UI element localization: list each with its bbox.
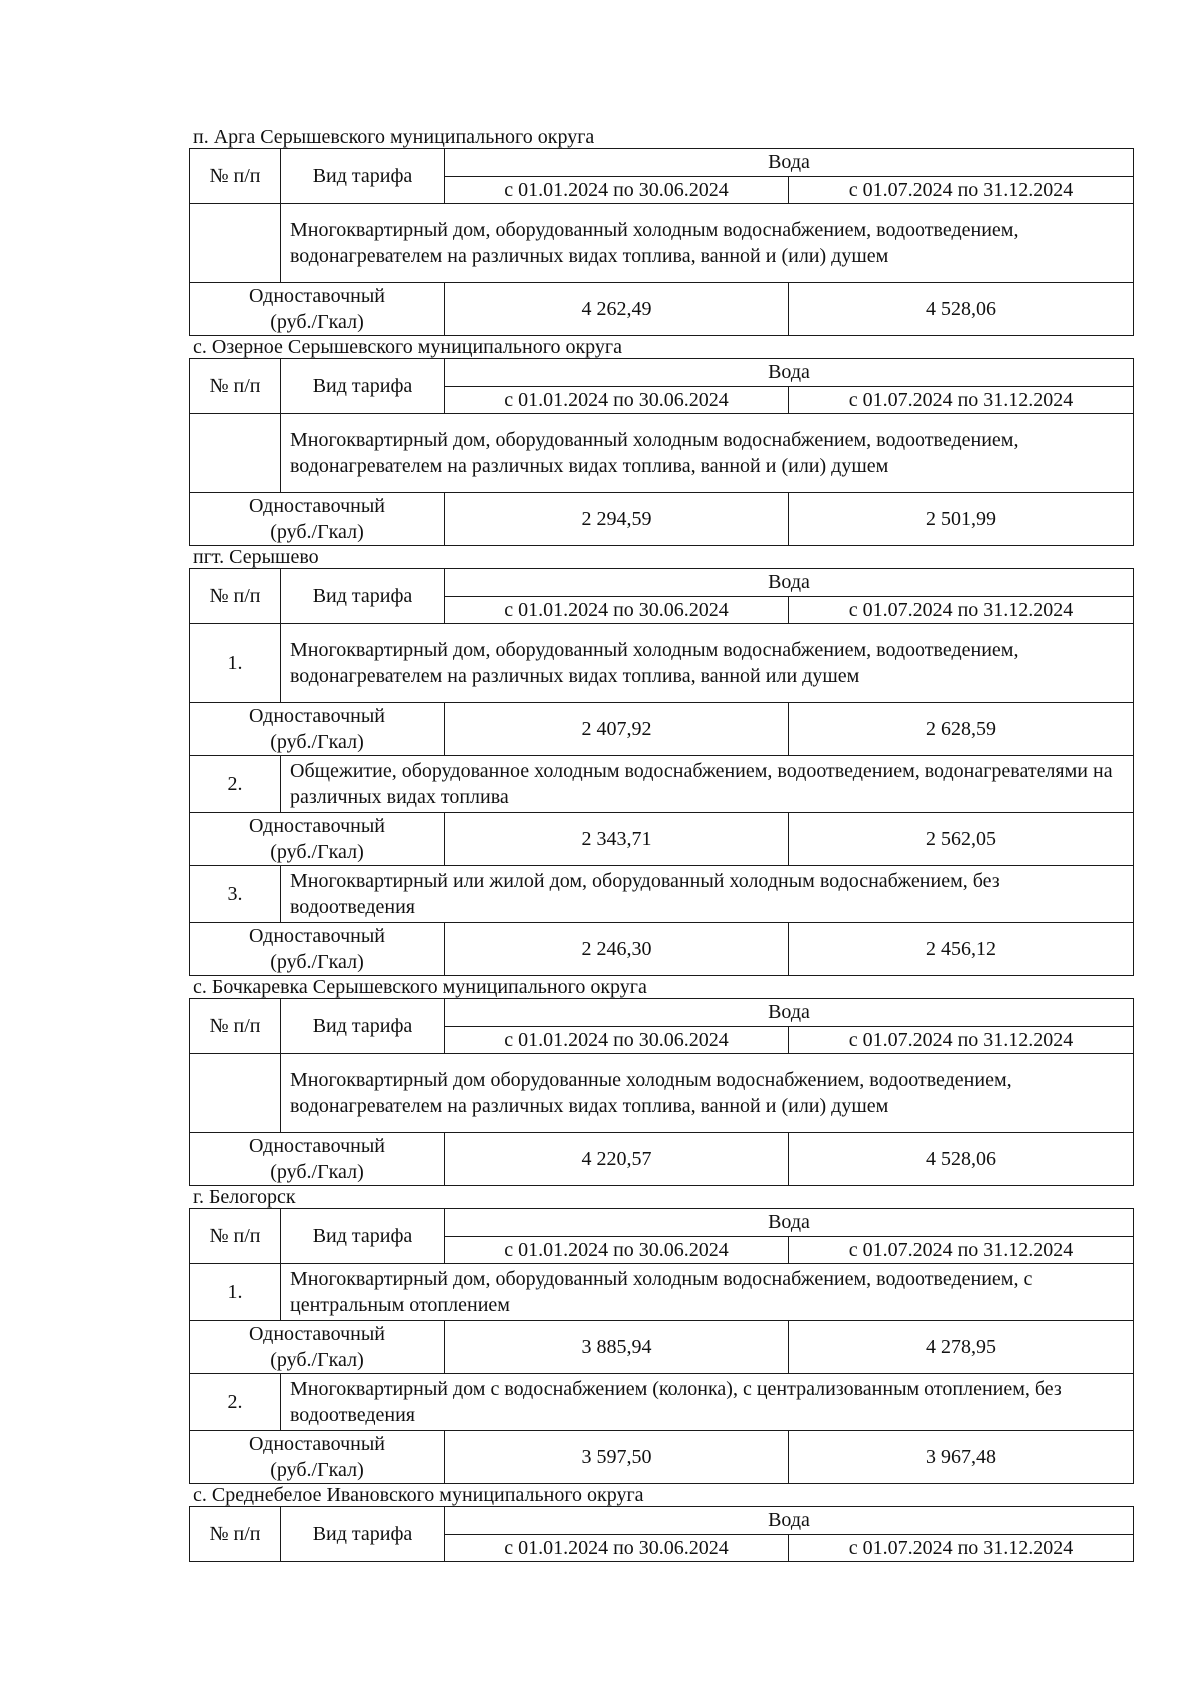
period-2-header: с 01.07.2024 по 31.12.2024 bbox=[789, 1026, 1134, 1054]
rate-value-period-2: 2 628,59 bbox=[789, 703, 1134, 756]
period-2-header: с 01.07.2024 по 31.12.2024 bbox=[789, 386, 1134, 414]
rate-value-period-1: 3 597,50 bbox=[445, 1431, 789, 1484]
rate-unit: (руб./Гкал) bbox=[270, 1349, 364, 1371]
rate-value-period-1: 4 262,49 bbox=[445, 283, 789, 336]
resource-header: Вода bbox=[445, 1507, 1134, 1535]
rate-value-period-1: 2 246,30 bbox=[445, 923, 789, 976]
rate-unit: (руб./Гкал) bbox=[270, 521, 364, 543]
rate-name: Одноставочный bbox=[249, 1323, 385, 1345]
rate-name: Одноставочный bbox=[249, 705, 385, 727]
period-1-header: с 01.01.2024 по 30.06.2024 bbox=[445, 386, 789, 414]
rate-row bbox=[190, 1321, 1134, 1374]
type-header: Вид тарифа bbox=[281, 359, 445, 414]
tariff-table bbox=[189, 568, 1134, 976]
period-1-header: с 01.01.2024 по 30.06.2024 bbox=[445, 176, 789, 204]
section-title: с. Среднебелое Ивановского муниципального округа bbox=[193, 1484, 644, 1506]
rate-label bbox=[190, 283, 445, 336]
rate-unit: (руб./Гкал) bbox=[270, 1161, 364, 1183]
period-2-header: с 01.07.2024 по 31.12.2024 bbox=[789, 176, 1134, 204]
rate-value-period-2: 4 528,06 bbox=[789, 1133, 1134, 1186]
period-1-header: с 01.01.2024 по 30.06.2024 bbox=[445, 1236, 789, 1264]
period-2-header: с 01.07.2024 по 31.12.2024 bbox=[789, 1534, 1134, 1562]
rate-label bbox=[190, 1133, 445, 1186]
description-row bbox=[190, 1054, 1134, 1133]
rate-name: Одноставочный bbox=[249, 1433, 385, 1455]
description-row bbox=[190, 866, 1134, 923]
section-title: п. Арга Серышевского муниципального округа bbox=[193, 126, 595, 148]
rate-name: Одноставочный bbox=[249, 1135, 385, 1157]
rate-label bbox=[190, 923, 445, 976]
row-number: 3. bbox=[190, 866, 281, 923]
rate-name: Одноставочный bbox=[249, 815, 385, 837]
rate-value-period-2: 2 562,05 bbox=[789, 813, 1134, 866]
rate-value-period-1: 4 220,57 bbox=[445, 1133, 789, 1186]
header-row bbox=[190, 569, 1134, 597]
rate-name: Одноставочный bbox=[249, 285, 385, 307]
rate-value-period-2: 4 528,06 bbox=[789, 283, 1134, 336]
tariff-table bbox=[189, 998, 1134, 1186]
period-1-header: с 01.01.2024 по 30.06.2024 bbox=[445, 1026, 789, 1054]
tariff-description: Многоквартирный дом, оборудованный холодным водоснабжением, водоотведением, водонагревателем на различных видах топлива, ванной и (или) душем bbox=[281, 204, 1134, 283]
num-header: № п/п bbox=[190, 999, 281, 1054]
period-2-header: с 01.07.2024 по 31.12.2024 bbox=[789, 596, 1134, 624]
rate-unit: (руб./Гкал) bbox=[270, 841, 364, 863]
rate-value-period-2: 3 967,48 bbox=[789, 1431, 1134, 1484]
rate-value-period-1: 2 407,92 bbox=[445, 703, 789, 756]
header-row bbox=[190, 149, 1134, 177]
description-row bbox=[190, 624, 1134, 703]
description-row bbox=[190, 1264, 1134, 1321]
rate-label bbox=[190, 703, 445, 756]
tariff-description: Многоквартирный дом с водоснабжением (колонка), с централизованным отоплением, без водоотведения bbox=[281, 1374, 1134, 1431]
num-header: № п/п bbox=[190, 149, 281, 204]
rate-unit: (руб./Гкал) bbox=[270, 1459, 364, 1481]
rate-row bbox=[190, 1431, 1134, 1484]
rate-label bbox=[190, 813, 445, 866]
num-header: № п/п bbox=[190, 1209, 281, 1264]
row-number bbox=[190, 414, 281, 493]
row-number bbox=[190, 204, 281, 283]
section-title: с. Бочкаревка Серышевского муниципального округа bbox=[193, 976, 647, 998]
rate-row bbox=[190, 493, 1134, 546]
row-number: 2. bbox=[190, 756, 281, 813]
rate-value-period-2: 2 456,12 bbox=[789, 923, 1134, 976]
rate-unit: (руб./Гкал) bbox=[270, 731, 364, 753]
resource-header: Вода bbox=[445, 1209, 1134, 1237]
tariff-table bbox=[189, 1208, 1134, 1484]
description-row bbox=[190, 1374, 1134, 1431]
rate-label bbox=[190, 1431, 445, 1484]
rate-label bbox=[190, 1321, 445, 1374]
tariff-description: Общежитие, оборудованное холодным водоснабжением, водоотведением, водонагревателями на различных видах топлива bbox=[281, 756, 1134, 813]
tariff-description: Многоквартирный дом оборудованные холодным водоснабжением, водоотведением, водонагревателем на различных видах топлива, ванной и (или) душем bbox=[281, 1054, 1134, 1133]
row-number: 1. bbox=[190, 624, 281, 703]
period-1-header: с 01.01.2024 по 30.06.2024 bbox=[445, 596, 789, 624]
section-title: с. Озерное Серышевского муниципального округа bbox=[193, 336, 622, 358]
num-header: № п/п bbox=[190, 569, 281, 624]
rate-name: Одноставочный bbox=[249, 925, 385, 947]
period-2-header: с 01.07.2024 по 31.12.2024 bbox=[789, 1236, 1134, 1264]
resource-header: Вода bbox=[445, 569, 1134, 597]
tariff-table bbox=[189, 148, 1134, 336]
rate-unit: (руб./Гкал) bbox=[270, 311, 364, 333]
rate-value-period-2: 4 278,95 bbox=[789, 1321, 1134, 1374]
tariff-table bbox=[189, 358, 1134, 546]
rate-row bbox=[190, 813, 1134, 866]
description-row bbox=[190, 204, 1134, 283]
document-page bbox=[189, 126, 1133, 1562]
rate-value-period-1: 2 343,71 bbox=[445, 813, 789, 866]
row-number: 2. bbox=[190, 1374, 281, 1431]
description-row bbox=[190, 414, 1134, 493]
num-header: № п/п bbox=[190, 1507, 281, 1562]
type-header: Вид тарифа bbox=[281, 149, 445, 204]
rate-value-period-1: 2 294,59 bbox=[445, 493, 789, 546]
resource-header: Вода bbox=[445, 359, 1134, 387]
row-number bbox=[190, 1054, 281, 1133]
header-row bbox=[190, 1209, 1134, 1237]
resource-header: Вода bbox=[445, 149, 1134, 177]
type-header: Вид тарифа bbox=[281, 1209, 445, 1264]
tariff-description: Многоквартирный дом, оборудованный холодным водоснабжением, водоотведением, с центральным отоплением bbox=[281, 1264, 1134, 1321]
tariff-table bbox=[189, 1506, 1134, 1562]
rate-value-period-2: 2 501,99 bbox=[789, 493, 1134, 546]
header-row bbox=[190, 999, 1134, 1027]
resource-header: Вода bbox=[445, 999, 1134, 1027]
type-header: Вид тарифа bbox=[281, 569, 445, 624]
row-number: 1. bbox=[190, 1264, 281, 1321]
rate-name: Одноставочный bbox=[249, 495, 385, 517]
section-title: г. Белогорск bbox=[193, 1186, 296, 1208]
rate-label bbox=[190, 493, 445, 546]
header-row bbox=[190, 359, 1134, 387]
tariff-description: Многоквартирный дом, оборудованный холодным водоснабжением, водоотведением, водонагревателем на различных видах топлива, ванной и (или) душем bbox=[281, 414, 1134, 493]
tariff-description: Многоквартирный дом, оборудованный холодным водоснабжением, водоотведением, водонагревателем на различных видах топлива, ванной или душем bbox=[281, 624, 1134, 703]
description-row bbox=[190, 756, 1134, 813]
rate-row bbox=[190, 923, 1134, 976]
period-1-header: с 01.01.2024 по 30.06.2024 bbox=[445, 1534, 789, 1562]
rate-unit: (руб./Гкал) bbox=[270, 951, 364, 973]
rate-value-period-1: 3 885,94 bbox=[445, 1321, 789, 1374]
type-header: Вид тарифа bbox=[281, 999, 445, 1054]
rate-row bbox=[190, 283, 1134, 336]
header-row bbox=[190, 1507, 1134, 1535]
rate-row bbox=[190, 703, 1134, 756]
num-header: № п/п bbox=[190, 359, 281, 414]
type-header: Вид тарифа bbox=[281, 1507, 445, 1562]
section-title: пгт. Серышево bbox=[193, 546, 319, 568]
tariff-description: Многоквартирный или жилой дом, оборудованный холодным водоснабжением, без водоотведения bbox=[281, 866, 1134, 923]
rate-row bbox=[190, 1133, 1134, 1186]
